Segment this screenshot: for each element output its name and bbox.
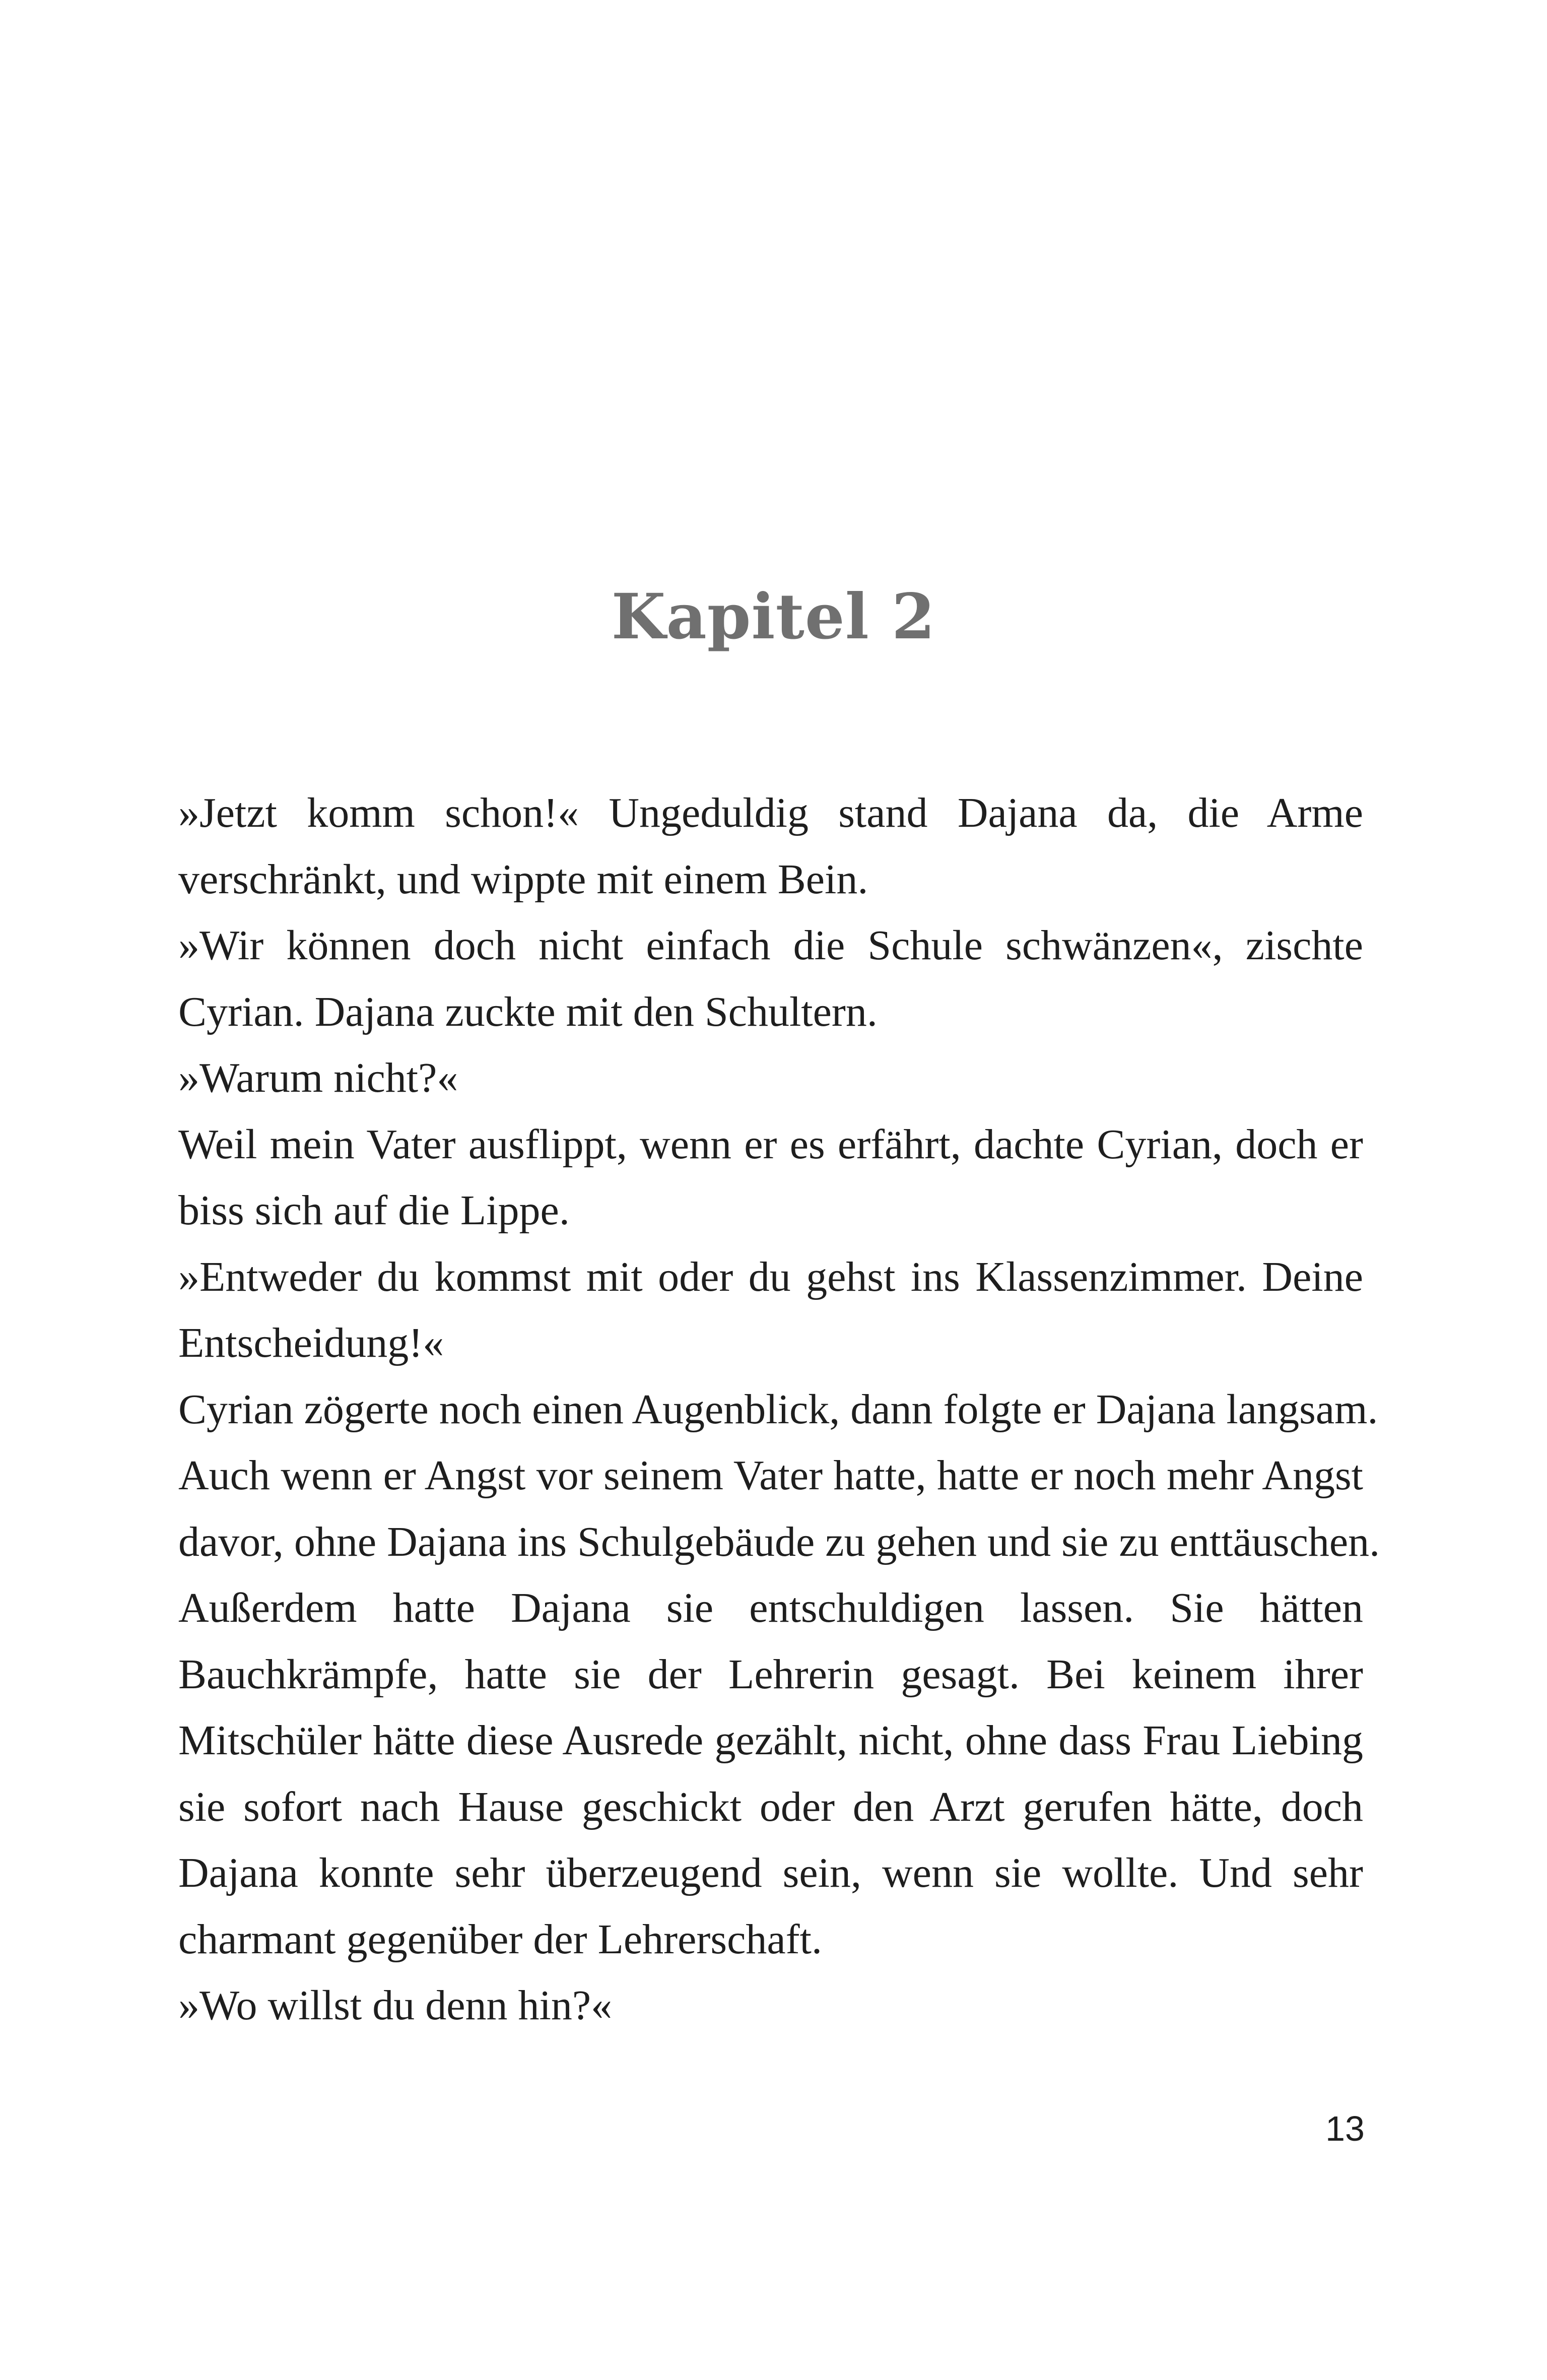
text-line: Auch wenn er Angst vor seinem Vater hatte, hatte er noch mehr Angst [178,1452,1363,1499]
text-line: »Warum nicht?« [178,1054,458,1101]
text-line: »Wo willst du denn hin?« [178,1982,613,2029]
text-line: Cyrian zögerte noch einen Augenblick, dann folgte er Dajana langsam. [178,1385,1378,1433]
text-line: Bauchkrämpfe, hatte sie der Lehrerin gesagt. Bei keinem ihrer [178,1650,1363,1698]
text-line: Cyrian. Dajana zuckte mit den Schultern. [178,988,878,1035]
text-line: Dajana konnte sehr überzeugend sein, wenn sie wollte. Und sehr [178,1849,1363,1896]
chapter-heading: Kapitel 2 [611,580,936,653]
text-line: davor, ohne Dajana ins Schulgebäude zu gehen und sie zu enttäuschen. [178,1518,1380,1565]
text-line: Mitschüler hätte diese Ausrede gezählt, nicht, ohne dass Frau Liebing [178,1717,1363,1764]
text-line: Außerdem hatte Dajana sie entschuldigen lassen. Sie hätten [178,1584,1363,1631]
text-line: verschränkt, und wippte mit einem Bein. [178,855,868,903]
text-line: sie sofort nach Hause geschickt oder den Arzt gerufen hätte, doch [178,1783,1363,1830]
text-line: charmant gegenüber der Lehrerschaft. [178,1915,822,1963]
text-line: biss sich auf die Lippe. [178,1187,570,1234]
text-line: »Wir können doch nicht einfach die Schule schwänzen«, zischte [178,922,1363,969]
text-line: »Entweder du kommst mit oder du gehst ins Klassenzimmer. Deine [178,1253,1363,1300]
text-line: Weil mein Vater ausflippt, wenn er es erfährt, dachte Cyrian, doch er [178,1120,1363,1168]
page-number: 13 [1325,2109,1365,2148]
text-line: Entscheidung!« [178,1319,444,1366]
text-line: »Jetzt komm schon!« Ungeduldig stand Dajana da, die Arme [178,789,1363,836]
chapter-body-text [178,780,1380,2039]
